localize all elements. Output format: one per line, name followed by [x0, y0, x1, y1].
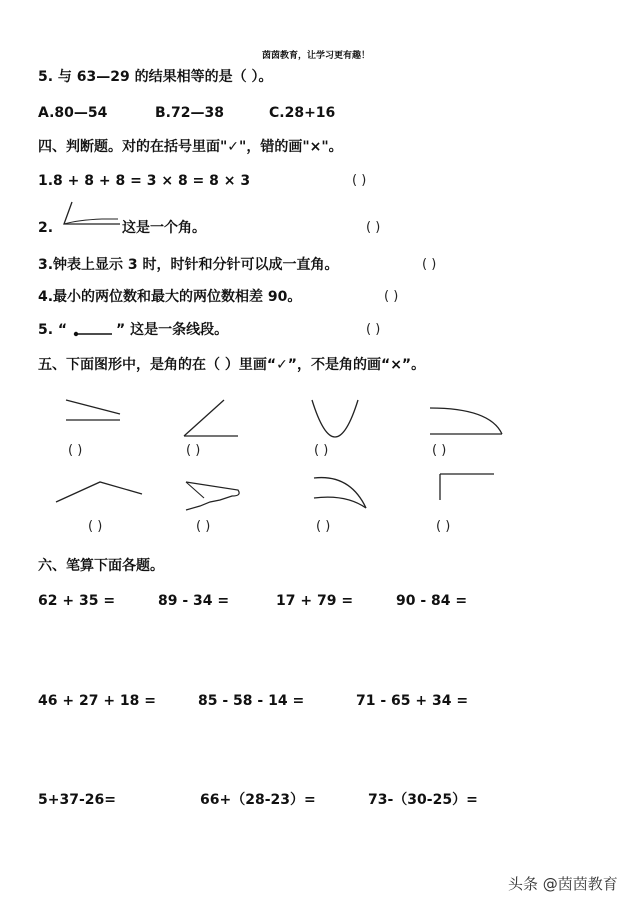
- q5-option-a: A.80—54: [38, 105, 108, 121]
- section5-title: 五、下面图形中，是角的在（ ）里画“✓”，不是角的画“×”。: [38, 357, 426, 373]
- q5-stem: 5. 与 63—29 的结果相等的是（ ）。: [38, 69, 273, 85]
- shape-answer-box-4[interactable]: ( ): [432, 443, 447, 458]
- shape-answer-box-5[interactable]: ( ): [88, 519, 103, 534]
- judge-item-5: ” 这是一条线段。: [116, 322, 229, 338]
- shape-answer-box-8[interactable]: ( ): [436, 519, 451, 534]
- calc-1-3: 17 + 79 =: [276, 593, 354, 609]
- judge-item-1: 1.8 + 8 + 8 = 3 × 8 = 8 × 3: [38, 173, 251, 189]
- calc-3-3: 73-（30-25）=: [368, 792, 478, 808]
- judge-item-3: 3.钟表上显示 3 时，时针和分针可以成一直角。: [38, 257, 339, 273]
- judge-item-2: 这是一个角。: [122, 220, 206, 236]
- angle-figure-bent: [58, 200, 122, 232]
- figure-curve-angle: [426, 400, 506, 440]
- calc-2-3: 71 - 65 + 34 =: [356, 693, 469, 709]
- judge-answer-box-2[interactable]: ( ): [366, 220, 381, 235]
- shape-answer-box-6[interactable]: ( ): [196, 519, 211, 534]
- judge-answer-box-3[interactable]: ( ): [422, 257, 437, 272]
- figure-rough-edge: [180, 478, 250, 514]
- q5-option-b: B.72—38: [155, 105, 224, 121]
- calc-3-1: 5+37-26=: [38, 792, 116, 808]
- q5-option-c: C.28+16: [269, 105, 336, 121]
- section4-title: 四、判断题。对的在括号里面"✓"，错的画"×"。: [38, 139, 343, 155]
- section6-title: 六、笔算下面各题。: [38, 558, 164, 574]
- judge-item-5-open: 5. “: [38, 322, 68, 338]
- calc-1-4: 90 - 84 =: [396, 593, 468, 609]
- header-slogan: 茵茵教育，让学习更有趣！: [262, 51, 371, 61]
- judge-answer-box-5[interactable]: ( ): [366, 322, 381, 337]
- figure-acute-angle: [180, 396, 242, 440]
- figure-curve-arc: [310, 470, 370, 512]
- figure-obtuse-angle: [52, 476, 146, 506]
- calc-2-1: 46 + 27 + 18 =: [38, 693, 157, 709]
- figure-curve-u: [308, 396, 362, 442]
- calc-2-2: 85 - 58 - 14 =: [198, 693, 305, 709]
- shape-answer-box-7[interactable]: ( ): [316, 519, 331, 534]
- judge-answer-box-1[interactable]: ( ): [352, 173, 367, 188]
- watermark: 头条 @茵茵教育: [508, 875, 618, 893]
- calc-1-1: 62 + 35 =: [38, 593, 116, 609]
- judge-item-4: 4.最小的两位数和最大的两位数相差 90。: [38, 289, 302, 305]
- line-segment-figure: [72, 326, 116, 340]
- shape-answer-box-3[interactable]: ( ): [314, 443, 329, 458]
- judge-answer-box-4[interactable]: ( ): [384, 289, 399, 304]
- judge-item-2-number: 2.: [38, 220, 54, 236]
- calc-1-2: 89 - 34 =: [158, 593, 230, 609]
- calc-3-2: 66+（28-23）=: [200, 792, 316, 808]
- shape-answer-box-2[interactable]: ( ): [186, 443, 201, 458]
- figure-right-angle: [436, 470, 498, 506]
- figure-two-lines: [62, 396, 124, 426]
- shape-answer-box-1[interactable]: ( ): [68, 443, 83, 458]
